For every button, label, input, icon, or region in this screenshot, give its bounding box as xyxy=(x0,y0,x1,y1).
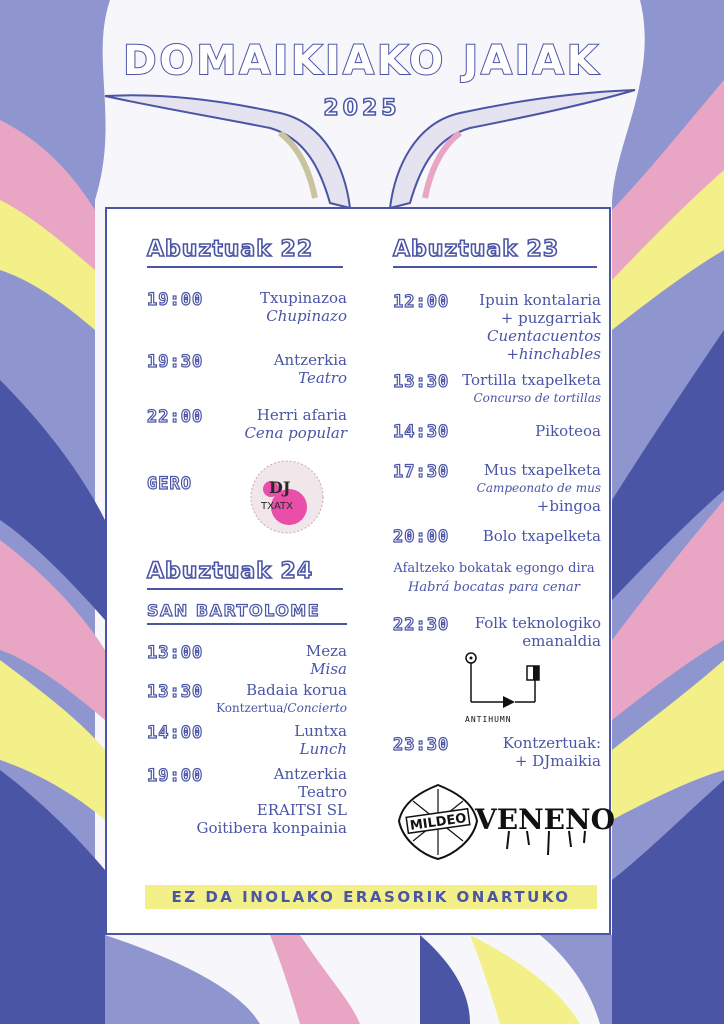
event-time: 20:00 xyxy=(393,527,450,547)
event-name-es: +hinchables xyxy=(506,345,601,363)
event-name-eu: Ipuin kontalaria xyxy=(479,291,601,309)
event-name-es: Cuentacuentos xyxy=(486,327,601,345)
no-aggression-banner: EZ DA INOLAKO ERASORIK ONARTUKO xyxy=(145,885,597,909)
event-time: GERO xyxy=(147,474,192,494)
event-time: 13:30 xyxy=(393,372,450,392)
day23-heading: Abuztuak 23 xyxy=(393,237,597,268)
antihumn-logo xyxy=(463,650,553,726)
note-eu: Afaltzeko bokatak egongo dira xyxy=(393,561,595,576)
event-name-eu: Herri afaria xyxy=(256,406,347,424)
event-name-eu: Tortilla txapelketa xyxy=(462,371,601,389)
event-time: 19:00 xyxy=(147,290,204,310)
event-name-eu: Folk teknologiko xyxy=(474,614,601,632)
logo-text-dj: DJ xyxy=(269,478,291,497)
event-time: 13:00 xyxy=(147,643,204,663)
note-es: Habrá bocatas para cenar xyxy=(408,580,580,595)
day23-event xyxy=(393,291,601,363)
event-time: 14:30 xyxy=(393,422,450,442)
event-time: 19:00 xyxy=(147,766,204,786)
day22-heading: Abuztuak 22 xyxy=(147,237,343,268)
day22-event xyxy=(147,459,347,539)
poster-title: DOMAIKIAKO JAIAK xyxy=(123,38,601,84)
event-time: 22:00 xyxy=(147,407,204,427)
day23-event xyxy=(393,734,601,774)
event-time: 13:30 xyxy=(147,682,204,702)
event-name-eu: Mus txapelketa xyxy=(483,461,601,479)
event-name-es: Cena popular xyxy=(244,424,347,442)
event-name-es: Lunch xyxy=(299,740,347,758)
event-name-es: Chupinazo xyxy=(266,307,347,325)
event-name-eu: + DJmaikia xyxy=(514,752,601,770)
event-name-eu: emanaldia xyxy=(522,632,601,650)
event-extra: Goitibera konpainia xyxy=(196,819,347,837)
day24-event xyxy=(147,765,347,837)
event-name-eu: Antzerkia xyxy=(273,351,347,369)
dj-txatx-logo xyxy=(249,459,325,535)
veneno-logo xyxy=(475,787,615,861)
day24-event xyxy=(147,642,347,678)
day23-event xyxy=(393,614,601,724)
day24-subheading: SAN BARTOLOME xyxy=(147,601,347,625)
event-time: 12:00 xyxy=(393,292,450,312)
logo-text-txatx: TXATX xyxy=(261,501,293,512)
event-name-eu: Txupinazoa xyxy=(259,289,347,307)
mildeo-text: MILDEO xyxy=(409,811,468,834)
day24-heading: Abuztuak 24 xyxy=(147,559,343,590)
antihumn-text: ANTIHUMN xyxy=(465,715,512,724)
day23-event xyxy=(393,461,601,515)
event-time: 19:30 xyxy=(147,352,204,372)
event-name-eu: Kontzertuak: xyxy=(502,734,601,752)
event-name-eu: Luntxa xyxy=(294,722,347,740)
event-name-eu: Pikoteoa xyxy=(535,422,601,440)
mildeo-logo xyxy=(393,781,483,861)
day23-event xyxy=(393,371,601,407)
schedule-card xyxy=(105,207,615,935)
event-name-es: Teatro xyxy=(298,369,347,387)
event-time: 14:00 xyxy=(147,723,204,743)
day22-event xyxy=(147,289,347,329)
event-name-es: Kontzertua/ xyxy=(216,701,288,715)
event-name-eu: Antzerkia xyxy=(273,765,347,783)
event-name-eu: Badaia korua xyxy=(246,681,347,699)
event-name-es: +bingoa xyxy=(536,497,601,515)
event-name-eu: + puzgarriak xyxy=(500,309,601,327)
event-extra: ERAITSI SL xyxy=(256,801,347,819)
event-name-es: Concierto xyxy=(287,701,347,715)
day24-event xyxy=(147,681,347,717)
event-time: 23:30 xyxy=(393,735,450,755)
day23-event xyxy=(393,527,601,549)
event-name-es: Campeonato de mus xyxy=(476,481,601,495)
event-name-es: Concurso de tortillas xyxy=(473,391,601,405)
event-name-eu: Bolo txapelketa xyxy=(482,527,601,545)
event-name-es: Misa xyxy=(310,660,347,678)
day23-event xyxy=(393,422,601,444)
veneno-text: VENENO xyxy=(475,803,615,836)
poster-year: 2025 xyxy=(323,96,401,121)
event-name-eu: Meza xyxy=(305,642,347,660)
dinner-note xyxy=(383,559,605,597)
day22-event xyxy=(147,406,347,446)
day24-event xyxy=(147,722,347,758)
day22-event xyxy=(147,351,347,391)
event-time: 17:30 xyxy=(393,462,450,482)
event-name-es: Teatro xyxy=(298,783,347,801)
event-time: 22:30 xyxy=(393,615,450,635)
